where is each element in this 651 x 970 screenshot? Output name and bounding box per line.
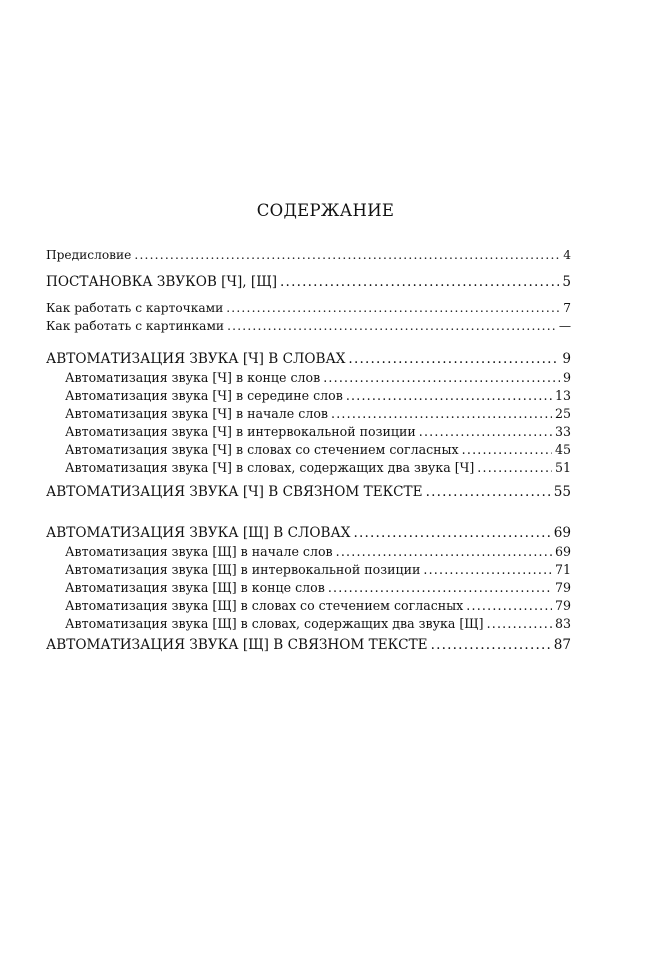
toc-entry-page: 79 xyxy=(554,598,571,613)
toc-entry-page: 79 xyxy=(554,580,571,595)
toc-subentry xyxy=(46,423,571,441)
dot-leader xyxy=(226,299,560,317)
toc-entry-page: 9 xyxy=(562,351,571,367)
toc-entry-page: 7 xyxy=(563,301,571,315)
toc-section-heading xyxy=(46,524,571,542)
toc-entry-page: 71 xyxy=(554,562,571,577)
toc-entry-label: Автоматизация звука [Ч] в начале слов xyxy=(65,406,328,421)
toc-section-heading xyxy=(46,350,571,368)
toc-entry-label: АВТОМАТИЗАЦИЯ ЗВУКА [Щ] В СВЯЗНОМ ТЕКСТЕ xyxy=(46,637,428,653)
dot-leader xyxy=(346,387,552,405)
dot-leader xyxy=(419,423,552,441)
toc-entry-label: Автоматизация звука [Ч] в словах, содержащих два звука [Ч] xyxy=(65,460,475,475)
toc-subentry xyxy=(46,405,571,423)
dot-leader xyxy=(466,597,552,615)
toc-entry-label: Автоматизация звука [Ч] в конце слов xyxy=(65,370,321,385)
toc-subentry xyxy=(46,561,571,579)
dot-leader xyxy=(134,246,560,264)
toc-entry-page: 9 xyxy=(562,370,571,385)
toc-entry-page: — xyxy=(558,319,571,333)
dot-leader xyxy=(348,350,559,368)
toc-entry-label: ПОСТАНОВКА ЗВУКОВ [Ч], [Щ] xyxy=(46,274,278,290)
dot-leader xyxy=(227,317,556,335)
toc-entry-page: 4 xyxy=(563,248,571,262)
dot-leader xyxy=(477,459,552,477)
toc-entry-label: АВТОМАТИЗАЦИЯ ЗВУКА [Щ] В СЛОВАХ xyxy=(46,525,351,541)
toc-subentry xyxy=(46,615,571,633)
toc-entry-page: 13 xyxy=(554,388,571,403)
dot-leader xyxy=(423,561,552,579)
dot-leader xyxy=(426,483,551,501)
dot-leader xyxy=(323,369,560,387)
toc-subentry xyxy=(46,579,571,597)
toc-entry-label: Как работать с карточками xyxy=(46,301,224,315)
table-of-contents xyxy=(46,0,571,970)
toc-section-heading xyxy=(46,483,571,501)
dot-leader xyxy=(431,636,551,654)
dot-leader xyxy=(353,524,550,542)
toc-section-heading xyxy=(46,636,571,654)
toc-subentry xyxy=(46,543,571,561)
toc-entry-page: 83 xyxy=(554,616,571,631)
toc-subentry xyxy=(46,459,571,477)
toc-entry-page: 25 xyxy=(554,406,571,421)
toc-subentry xyxy=(46,369,571,387)
dot-leader xyxy=(331,405,552,423)
toc-entry-label: Как работать с картинками xyxy=(46,319,225,333)
toc-subentry xyxy=(46,597,571,615)
dot-leader xyxy=(336,543,552,561)
toc-entry-label: Автоматизация звука [Щ] в конце слов xyxy=(65,580,325,595)
toc-entry xyxy=(46,317,571,335)
dot-leader xyxy=(280,273,559,291)
toc-entry-page: 87 xyxy=(553,637,571,653)
toc-entry-label: Автоматизация звука [Ч] в словах со стечением согласных xyxy=(65,442,459,457)
toc-entry-label: Автоматизация звука [Ч] в интервокальной позиции xyxy=(65,424,416,439)
dot-leader xyxy=(328,579,552,597)
toc-entry-label: Автоматизация звука [Ч] в середине слов xyxy=(65,388,343,403)
page-title: СОДЕРЖАНИЕ xyxy=(256,201,395,220)
dot-leader xyxy=(462,441,552,459)
toc-entry-label: Автоматизация звука [Щ] в словах, содержащих два звука [Щ] xyxy=(65,616,484,631)
toc-entry-page: 51 xyxy=(554,460,571,475)
toc-subentry xyxy=(46,441,571,459)
toc-entry-page: 33 xyxy=(554,424,571,439)
toc-entry-label: АВТОМАТИЗАЦИЯ ЗВУКА [Ч] В СЛОВАХ xyxy=(46,351,346,367)
toc-entry xyxy=(46,299,571,317)
toc-entry xyxy=(46,246,571,264)
toc-entry-page: 45 xyxy=(554,442,571,457)
dot-leader xyxy=(487,615,552,633)
toc-entry-label: Автоматизация звука [Щ] в интервокальной позиции xyxy=(65,562,421,577)
toc-subentry xyxy=(46,387,571,405)
toc-entry-page: 69 xyxy=(554,544,571,559)
toc-entry-label: АВТОМАТИЗАЦИЯ ЗВУКА [Ч] В СВЯЗНОМ ТЕКСТЕ xyxy=(46,484,423,500)
toc-entry-page: 5 xyxy=(562,274,571,290)
toc-entry-page: 55 xyxy=(553,484,571,500)
toc-entry-label: Автоматизация звука [Щ] в словах со стечением согласных xyxy=(65,598,464,613)
toc-entry-page: 69 xyxy=(553,525,571,541)
toc-entry-label: Предисловие xyxy=(46,248,132,262)
toc-entry-label: Автоматизация звука [Щ] в начале слов xyxy=(65,544,333,559)
toc-entry xyxy=(46,273,571,291)
